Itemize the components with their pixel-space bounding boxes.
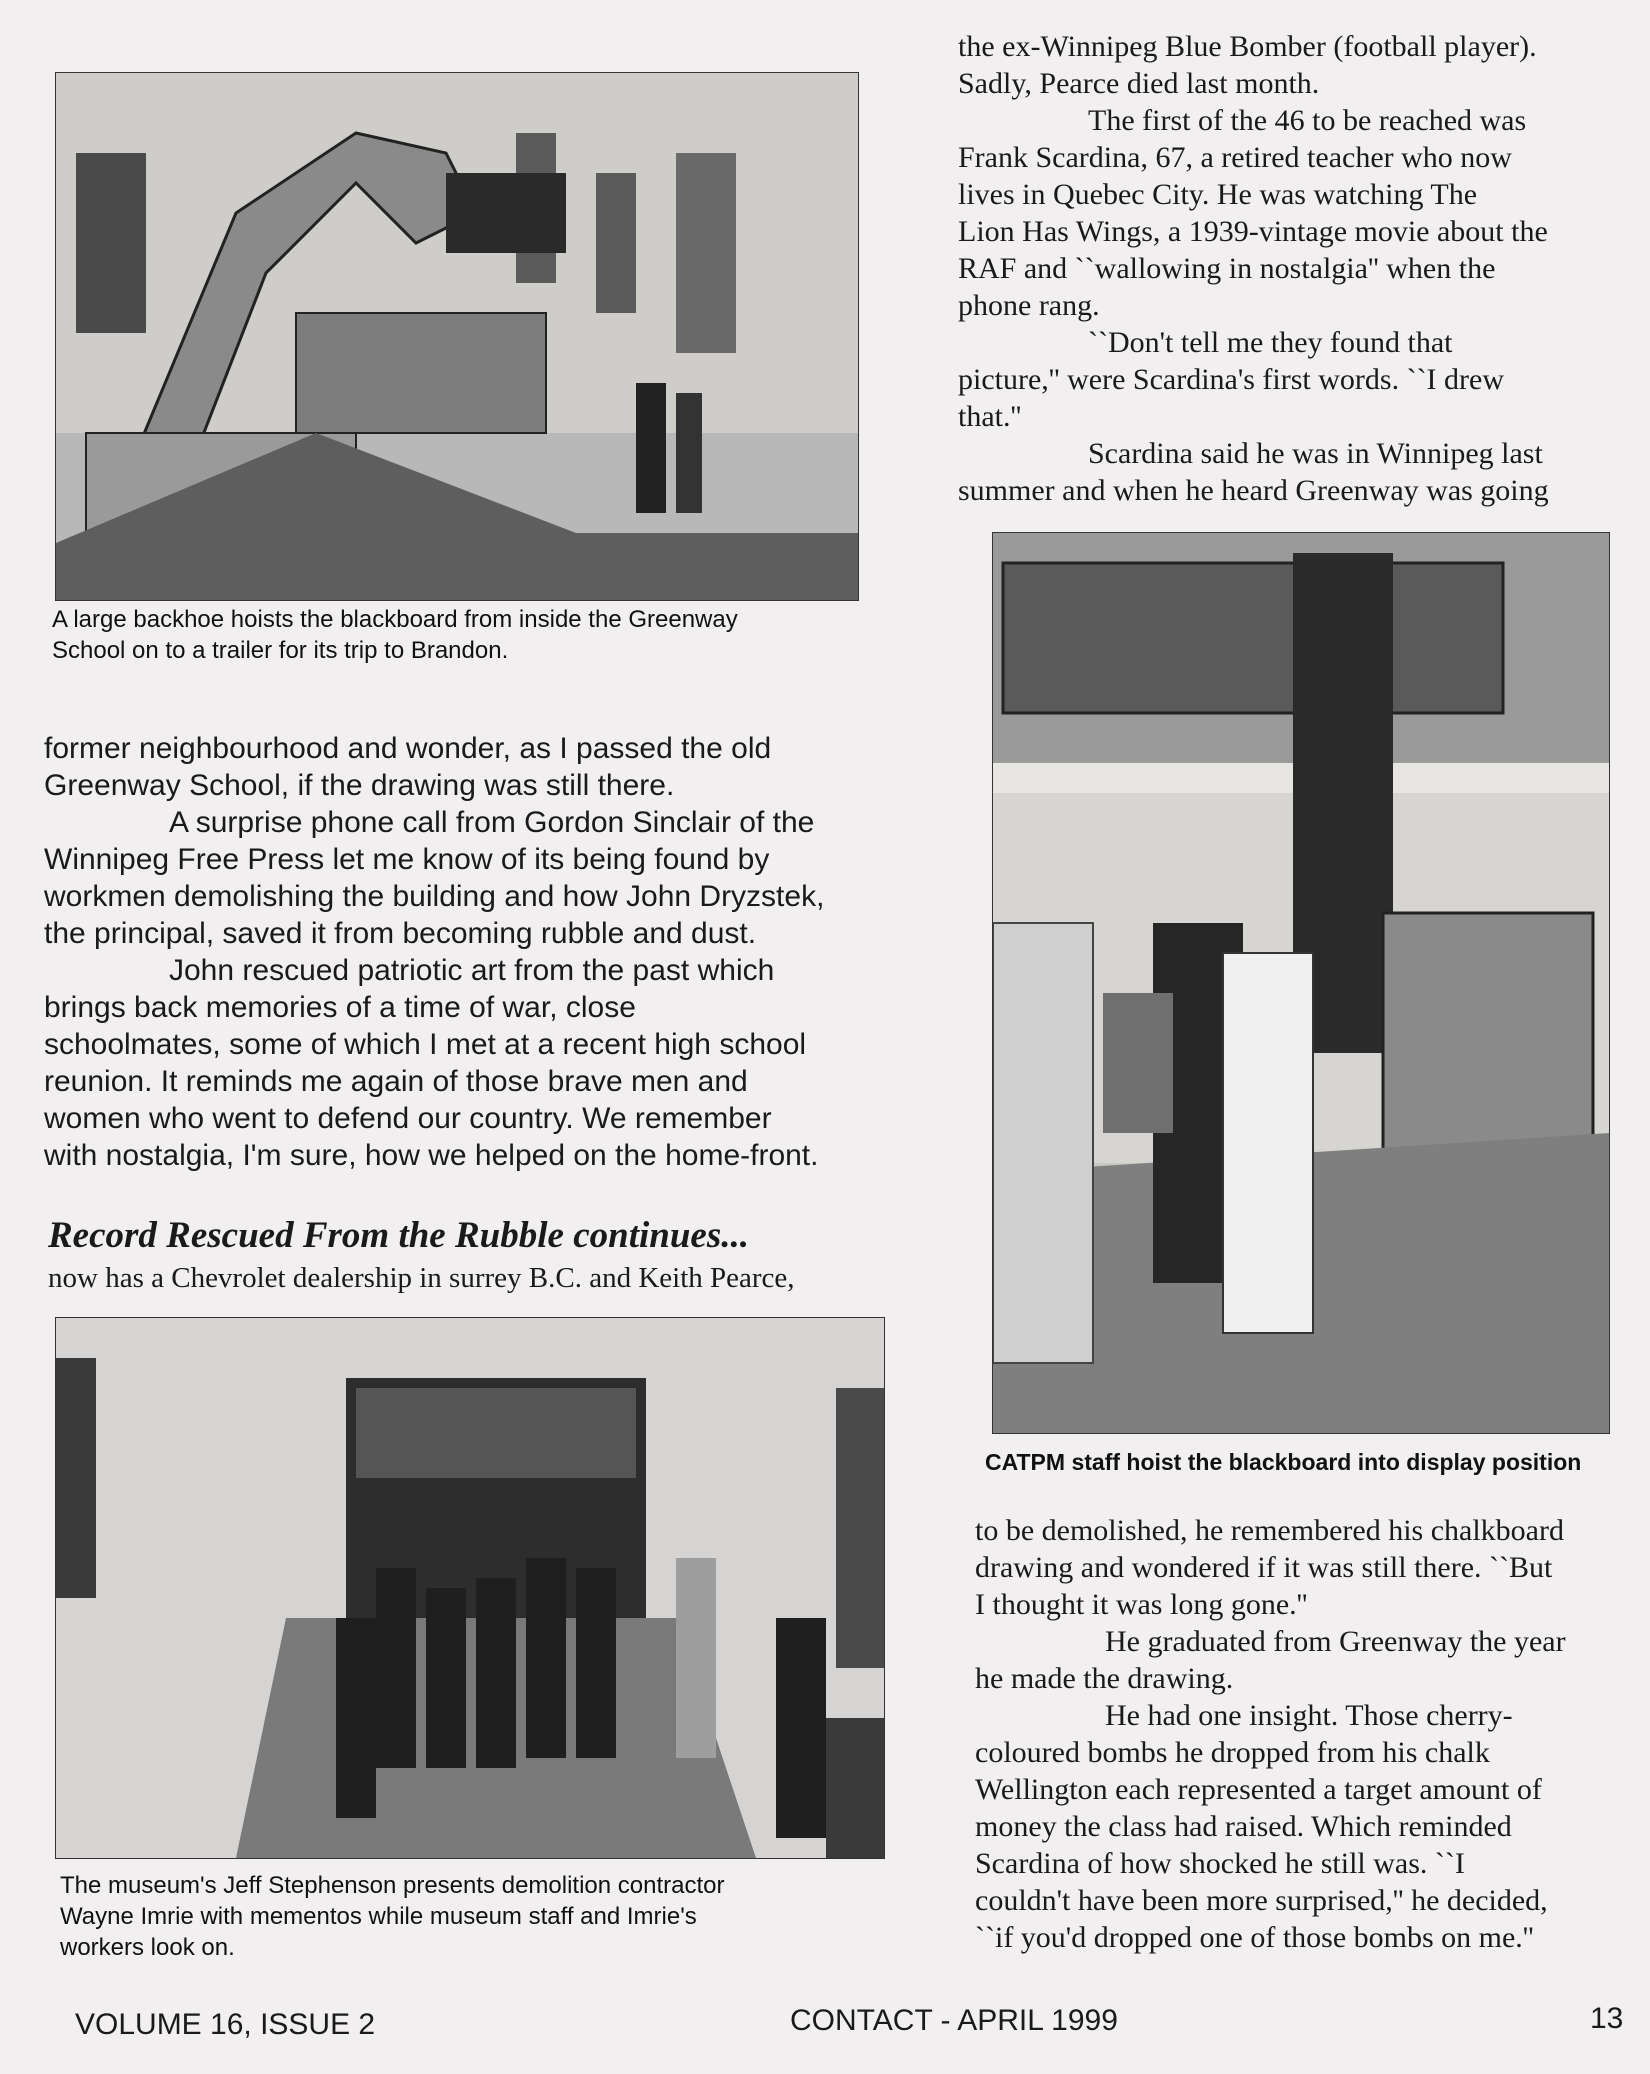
continued-first-line: now has a Chevrolet dealership in surrey B.C. and Keith Pearce, bbox=[48, 1262, 795, 1294]
left-paragraph-3: John rescued patriotic art from the past which brings back memories of a time of war, close schoolmates, some of which I met at a recent high school reunion. It reminds me again of those brave men and women who went to defend our country. We remember with nostalgia, I'm sure, how we helped on the home-front. bbox=[44, 954, 819, 1172]
continued-headline: Record Rescued From the Rubble continues... bbox=[48, 1215, 749, 1256]
footer-volume: VOLUME 16, ISSUE 2 bbox=[75, 2008, 376, 2041]
catpm-photo bbox=[992, 532, 1610, 1434]
right-article-top: the ex-Winnipeg Blue Bomber (football player). Sadly, Pearce died last month. The first of the 46 to be reached was Frank Scardina, 67, a retired teacher who now lives in Quebec City. He was watching The Lion Has Wings, a 1939-vintage movie about the RAF and ``wallowing in nostalgia'' when the phone rang. ``Don't tell me they found that picture,'' were Scardina's first words. ``I drew that.'' Scardina said he was in Winnipeg last summer and when he heard Greenway was going bbox=[958, 30, 1549, 507]
backhoe-photo-caption: A large backhoe hoists the blackboard from inside the Greenway School on to a trailer for its trip to Brandon. bbox=[52, 606, 738, 664]
left-paragraph-2: A surprise phone call from Gordon Sinclair of the Winnipeg Free Press let me know of its being found by workmen demolishing the building and how John Dryzstek, the principal, saved it from becoming rubble and dust. bbox=[44, 806, 825, 950]
footer-publication: CONTACT - APRIL 1999 bbox=[790, 2004, 1118, 2037]
left-article-text bbox=[44, 730, 914, 1174]
museum-photo bbox=[55, 1317, 885, 1859]
right-article-bottom: to be demolished, he remembered his chalkboard drawing and wondered if it was still there. ``But I thought it was long gone.'' He graduated from Greenway the year he made the drawing. He had one insight. Those cherry- coloured bombs he dropped from his chalk Wellington each represented a target amount of money the class had raised. Which reminded Scardina of how shocked he still was. ``I couldn't have been more surprised,'' he decided, ``if you'd dropped one of those bombs on me.'' bbox=[975, 1514, 1566, 1954]
catpm-photo-caption: CATPM staff hoist the blackboard into display position bbox=[985, 1449, 1582, 1475]
museum-photo-caption: The museum's Jeff Stephenson presents demolition contractor Wayne Imrie with mementos while museum staff and Imrie's workers look on. bbox=[60, 1872, 725, 1961]
footer-page-number: 13 bbox=[1590, 2002, 1624, 2035]
left-paragraph-1: former neighbourhood and wonder, as I passed the old Greenway School, if the drawing was still there. bbox=[44, 732, 772, 802]
backhoe-photo bbox=[55, 72, 859, 601]
